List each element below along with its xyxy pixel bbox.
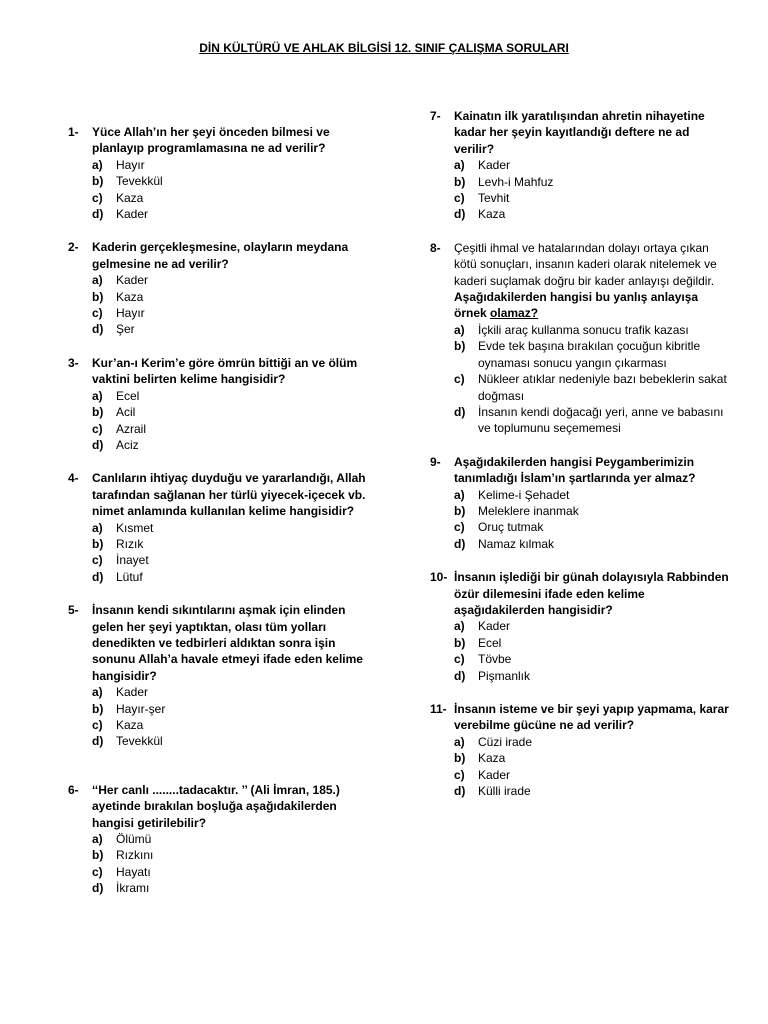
option-text: Kelime-i Şehadet	[478, 487, 570, 502]
option-letter: a)	[454, 619, 465, 634]
option-text: Acil	[116, 405, 136, 420]
option-text: Tövbe	[478, 652, 512, 667]
option-text: Hayır-şer	[116, 701, 166, 716]
option-letter: b)	[92, 174, 104, 189]
option-b	[92, 536, 368, 552]
question-number: 2-	[68, 240, 79, 255]
option-c	[92, 190, 368, 206]
option-letter: b)	[92, 536, 104, 551]
option-letter: d)	[92, 322, 104, 337]
option-letter: a)	[92, 157, 103, 172]
left-column	[68, 124, 368, 897]
option-c	[454, 371, 730, 404]
option-d	[454, 206, 730, 222]
option-d	[454, 536, 730, 552]
question-4	[68, 470, 368, 585]
question-number: 1-	[68, 125, 79, 139]
option-letter: c)	[454, 372, 465, 387]
option-text: Meleklere inanmak	[478, 503, 579, 518]
option-b	[92, 173, 368, 189]
option-d	[92, 733, 368, 749]
option-letter: b)	[454, 751, 466, 766]
option-d	[454, 783, 730, 799]
option-text: Oruç tutmak	[478, 520, 544, 535]
option-c	[92, 421, 368, 437]
option-d	[92, 321, 368, 337]
option-letter: d)	[454, 207, 466, 222]
option-text: Rızık	[116, 536, 144, 551]
option-letter: b)	[92, 848, 104, 863]
option-letter: c)	[454, 520, 465, 535]
option-c	[92, 864, 368, 880]
question-1	[68, 124, 368, 222]
option-b	[92, 289, 368, 305]
option-b	[92, 404, 368, 420]
question-text: Kur’an-ı Kerim’e göre ömrün bittiği an ve ölüm vaktini belirten kelime hangisidir?	[92, 355, 358, 387]
question-text: Aşağıdakilerden hangisi Peygamberimizin tanımladığı İslam’ın şartlarında yer almaz?	[454, 454, 696, 486]
option-b	[454, 503, 730, 519]
question-text: Kaderin gerçekleşmesine, olayların meydana gelmesine ne ad verilir?	[92, 240, 349, 271]
option-text: Kaza	[478, 207, 506, 222]
option-text: Tevekkül	[116, 174, 163, 189]
option-a	[454, 157, 730, 173]
option-text: Tevhit	[478, 191, 510, 206]
option-letter: d)	[454, 668, 466, 683]
option-text: Kader	[116, 685, 149, 700]
option-b	[454, 750, 730, 766]
option-a	[92, 831, 368, 847]
option-text: Kısmet	[116, 520, 154, 535]
option-text: Kader	[116, 273, 149, 288]
question-text: Kainatın ilk yaratılışından ahretin nihayetine kadar her şeyin kayıtlandığı deftere ne ad verilir?	[454, 109, 705, 156]
option-text: Şer	[116, 322, 135, 337]
question-text: Canlıların ihtiyaç duyduğu ve yararlandığı, Allah tarafından sağlanan her türlü yiyecek-içecek vb. nimet anlamında kullanılan kelime hangisidir?	[92, 471, 366, 519]
question-text: ‘‘Her canlı ........tadacaktır. ’’ (Ali İmran, 185.) ayetinde bırakılan boşluğa aşağıdakilerden hangisi getirilebilir?	[92, 782, 340, 830]
option-c	[92, 305, 368, 321]
option-text: Rızkını	[116, 848, 154, 863]
option-b	[454, 338, 730, 371]
option-letter: c)	[454, 191, 465, 206]
option-text: İnsanın kendi doğacağı yeri, anne ve babasını ve toplumunu seçememesi	[478, 404, 724, 436]
question-6	[68, 782, 368, 897]
option-c	[454, 190, 730, 206]
option-letter: b)	[92, 289, 104, 304]
option-letter: c)	[92, 421, 103, 436]
option-letter: a)	[92, 685, 103, 700]
question-context: Çeşitli ihmal ve hatalarından dolayı ortaya çıkan kötü sonuçları, insanın kaderi olarak nitelemek ve kaderi suçlamak doğru bir kader anlayışı değildir.	[454, 240, 717, 288]
option-d	[92, 880, 368, 896]
option-a	[92, 272, 368, 288]
question-prompt: Aşağıdakilerden hangisi bu yanlış anlayışa örnek	[454, 290, 699, 321]
option-letter: d)	[92, 207, 104, 222]
worksheet-title: DİN KÜLTÜRÜ VE AHLAK BİLGİSİ 12. SINIF ÇALIŞMA SORULARI	[199, 41, 569, 55]
option-text: Külli irade	[478, 784, 531, 799]
question-number: 9-	[430, 454, 441, 469]
option-letter: d)	[92, 881, 104, 896]
question-number: 5-	[68, 603, 79, 618]
question-11	[430, 701, 730, 799]
option-text: İnayet	[116, 553, 149, 568]
right-column	[430, 108, 730, 799]
option-letter: d)	[454, 536, 466, 551]
option-text: Kaza	[478, 751, 506, 766]
option-text: İçkili araç kullanma sonucu trafik kazası	[478, 322, 689, 337]
option-c	[92, 552, 368, 568]
option-text: Ecel	[116, 388, 140, 403]
option-text: İkramı	[116, 881, 150, 896]
option-letter: b)	[92, 405, 104, 420]
option-a	[454, 322, 730, 338]
option-text: Kader	[478, 158, 511, 173]
question-5	[68, 602, 368, 750]
option-d	[92, 569, 368, 585]
option-text: Levh-i Mahfuz	[478, 174, 554, 189]
option-text: Ecel	[478, 635, 502, 650]
option-letter: a)	[454, 487, 465, 502]
option-text: Aciz	[116, 437, 139, 452]
option-b	[454, 174, 730, 190]
option-c	[454, 519, 730, 535]
question-number: 7-	[430, 109, 441, 123]
option-a	[454, 618, 730, 634]
option-letter: b)	[92, 701, 104, 716]
question-text: İnsanın kendi sıkıntılarını aşmak için elinden gelen her şeyi yaptıktan, olası tüm yolları denedikten ve tedbirleri aldıktan sonra işin sonunu Allah’a havale etmeyi ifade eden kelime hangisidir?	[92, 603, 363, 683]
option-b	[92, 701, 368, 717]
question-number: 4-	[68, 471, 79, 486]
option-d	[92, 437, 368, 453]
option-text: Kaza	[116, 190, 144, 205]
option-text: Hayatı	[116, 864, 151, 879]
option-c	[92, 717, 368, 733]
question-7	[430, 108, 730, 223]
option-letter: c)	[92, 718, 103, 732]
option-letter: d)	[92, 569, 104, 584]
option-letter: b)	[454, 174, 466, 189]
option-letter: d)	[92, 437, 104, 452]
option-text: Evde tek başına bırakılan çocuğun kibritle oynaması sonucu yangın çıkarması	[478, 339, 701, 370]
option-a	[92, 157, 368, 173]
question-number: 6-	[68, 782, 79, 797]
question-text: Yüce Allah’ın her şeyi önceden bilmesi ve planlayıp programlamasına ne ad verilir?	[92, 125, 330, 156]
question-number: 3-	[68, 355, 79, 370]
question-text: İnsanın işlediği bir günah dolayısıyla Rabbinden özür dilemesini ifade eden kelime aşağıdakilerden hangisidir?	[454, 570, 729, 617]
question-8	[430, 240, 730, 437]
option-c	[454, 767, 730, 783]
option-letter: b)	[454, 339, 466, 354]
option-letter: d)	[454, 404, 466, 419]
option-text: Lütuf	[116, 569, 143, 584]
option-letter: d)	[454, 784, 466, 799]
option-letter: a)	[92, 388, 103, 403]
option-letter: a)	[92, 273, 103, 288]
option-d	[454, 668, 730, 684]
option-b	[454, 635, 730, 651]
option-text: Kader	[478, 619, 511, 634]
option-letter: a)	[454, 734, 465, 749]
option-text: Hayır	[116, 306, 145, 321]
option-letter: c)	[92, 306, 103, 321]
option-letter: d)	[92, 734, 104, 749]
option-c	[454, 651, 730, 667]
question-number: 10-	[430, 570, 448, 585]
option-letter: b)	[454, 503, 466, 518]
question-emphasis: olamaz?	[490, 306, 539, 321]
question-2	[68, 239, 368, 337]
option-text: Hayır	[116, 157, 145, 172]
question-3	[68, 355, 368, 453]
question-text: İnsanın isteme ve bir şeyi yapıp yapmama, karar verebilme gücüne ne ad verilir?	[454, 702, 729, 733]
option-a	[454, 734, 730, 750]
option-text: Kaza	[116, 718, 144, 732]
option-text: Namaz kılmak	[478, 536, 555, 551]
option-letter: c)	[92, 190, 103, 205]
option-text: Pişmanlık	[478, 668, 531, 683]
option-letter: b)	[454, 635, 466, 650]
option-text: Kaza	[116, 289, 144, 304]
option-letter: a)	[454, 158, 465, 173]
option-letter: a)	[454, 322, 465, 337]
option-d	[92, 206, 368, 222]
option-letter: c)	[92, 553, 103, 568]
option-letter: c)	[454, 652, 465, 667]
question-text	[454, 240, 730, 322]
question-number: 8-	[430, 240, 441, 255]
option-b	[92, 847, 368, 863]
question-9	[430, 454, 730, 552]
option-a	[92, 684, 368, 700]
option-text: Kader	[478, 767, 511, 782]
option-letter: c)	[454, 767, 465, 782]
option-letter: c)	[92, 864, 103, 879]
question-10	[430, 569, 730, 684]
option-text: Tevekkül	[116, 734, 163, 749]
option-a	[92, 388, 368, 404]
option-text: Kader	[116, 207, 149, 222]
option-text: Azrail	[116, 421, 147, 436]
option-d	[454, 404, 730, 437]
option-letter: a)	[92, 520, 103, 535]
option-a	[92, 520, 368, 536]
option-a	[454, 487, 730, 503]
option-letter: a)	[92, 832, 103, 847]
option-text: Ölümü	[116, 832, 152, 847]
option-text: Nükleer atıklar nedeniyle bazı bebeklerin sakat doğması	[478, 372, 727, 403]
option-text: Cüzi irade	[478, 734, 533, 749]
question-number: 11-	[430, 702, 447, 716]
